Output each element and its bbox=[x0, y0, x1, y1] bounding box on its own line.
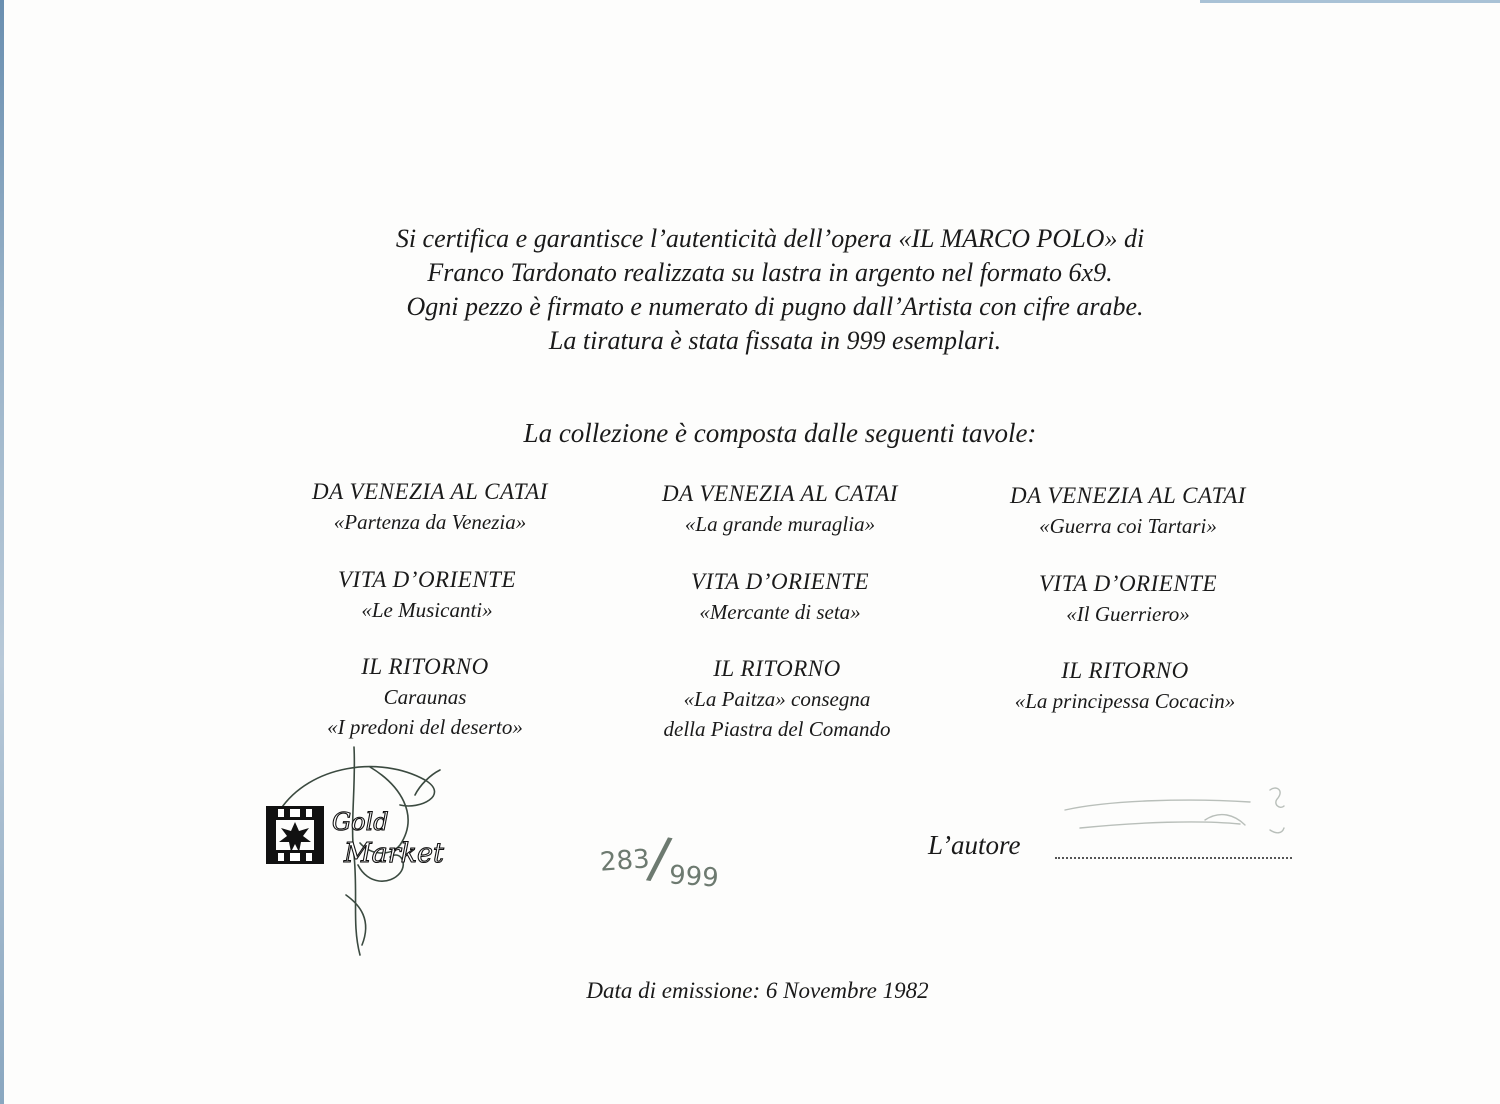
edition-number bbox=[599, 818, 720, 894]
edition-slash: / bbox=[644, 824, 675, 893]
svg-text:Gold: Gold bbox=[332, 808, 389, 836]
plate-series: VITA D’ORIENTE bbox=[691, 569, 869, 594]
certificate-line: Ogni pezzo è firmato e numerato di pugno dall’Artista con cifre arabe. bbox=[406, 292, 1144, 321]
plate-title: «La Paitza» consegna bbox=[683, 687, 871, 711]
plate-series: IL RITORNO bbox=[713, 656, 841, 681]
plate-title: «Le Musicanti» bbox=[361, 598, 493, 622]
plate-item bbox=[600, 567, 960, 627]
plate-item bbox=[250, 477, 610, 537]
plate-item bbox=[600, 479, 960, 539]
plate-title: della Piastra del Comando bbox=[663, 717, 891, 741]
certificate-line: La tiratura è stata fissata in 999 esemplari. bbox=[548, 326, 1002, 355]
collection-heading: La collezione è composta dalle seguenti tavole: bbox=[523, 418, 1037, 448]
plate-series: IL RITORNO bbox=[1061, 658, 1189, 683]
plate-title: «Guerra coi Tartari» bbox=[1039, 514, 1217, 538]
plate-title: «La grande muraglia» bbox=[684, 512, 876, 536]
plate-title: «I predoni del deserto» bbox=[327, 715, 523, 739]
plate-series: DA VENEZIA AL CATAI bbox=[1010, 483, 1246, 508]
plate-title: «Mercante di seta» bbox=[699, 600, 861, 624]
gm-logo-icon bbox=[264, 800, 474, 870]
edition-number-value: 283 bbox=[599, 844, 651, 878]
issue-date: Data di emissione: 6 Novembre 1982 bbox=[586, 978, 929, 1003]
plate-title: «Partenza da Venezia» bbox=[333, 510, 527, 534]
svg-text:Market: Market bbox=[344, 838, 444, 869]
plate-item bbox=[948, 481, 1308, 541]
plate-series: VITA D’ORIENTE bbox=[338, 567, 516, 592]
certificate-text bbox=[0, 222, 1500, 358]
plate-item bbox=[948, 569, 1308, 629]
author-label: L’autore bbox=[928, 830, 1021, 860]
plate-item bbox=[945, 656, 1305, 716]
page-edge-top bbox=[1200, 0, 1500, 3]
plate-series: DA VENEZIA AL CATAI bbox=[312, 479, 548, 504]
page-edge bbox=[0, 0, 4, 1104]
plate-title: Caraunas bbox=[383, 685, 467, 709]
certificate-line: Si certifica e garantisce l’autenticità dell’opera «IL MARCO POLO» di bbox=[395, 224, 1145, 253]
signature-right bbox=[1040, 780, 1300, 860]
plate-series: VITA D’ORIENTE bbox=[1039, 571, 1217, 596]
plate-item bbox=[245, 652, 605, 742]
plate-series: DA VENEZIA AL CATAI bbox=[662, 481, 898, 506]
edition-number-total: 999 bbox=[667, 860, 720, 894]
plate-title: «La principessa Cocacin» bbox=[1014, 689, 1236, 713]
plate-item bbox=[597, 654, 957, 744]
certificate-line: Franco Tardonato realizzata su lastra in argento nel formato 6x9. bbox=[427, 258, 1113, 287]
plate-item bbox=[247, 565, 607, 625]
plate-series: IL RITORNO bbox=[361, 654, 489, 679]
plate-title: «Il Guerriero» bbox=[1066, 602, 1190, 626]
